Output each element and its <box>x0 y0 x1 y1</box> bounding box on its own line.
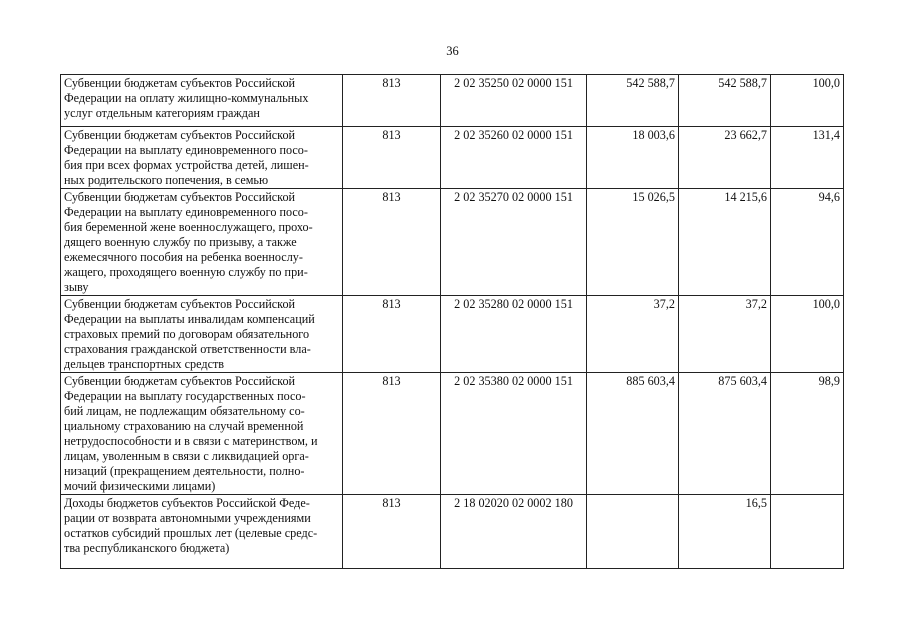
planned-amount-cell <box>587 495 679 569</box>
description-line: ежемесячного пособия на ребенка военнослу- <box>64 250 303 264</box>
description-line: Федерации на оплату жилищно-коммунальных <box>64 91 309 105</box>
description-line: низаций (прекращением деятельности, полно- <box>64 464 305 478</box>
administrator-code-cell: 813 <box>343 189 441 296</box>
administrator-code-cell: 813 <box>343 373 441 495</box>
description-line: Доходы бюджетов субъектов Российской Феде- <box>64 496 310 510</box>
description-line: рации от возврата автономными учреждениями <box>64 511 311 525</box>
budget-classification-code-cell: 2 02 35260 02 0000 151 <box>441 127 587 189</box>
description-line: страхования гражданской ответственности вла- <box>64 342 311 356</box>
table-row <box>61 75 844 127</box>
description-line: лицам, уволенным в связи с ликвидацией орга- <box>64 449 309 463</box>
planned-amount-cell: 885 603,4 <box>587 373 679 495</box>
planned-amount-cell: 15 026,5 <box>587 189 679 296</box>
revenue-description-cell <box>61 189 343 296</box>
description-line: Федерации на выплату единовременного посо- <box>64 143 308 157</box>
description-line: услуг отдельным категориям граждан <box>64 106 260 120</box>
administrator-code-cell: 813 <box>343 296 441 373</box>
administrator-code-cell: 813 <box>343 75 441 127</box>
budget-classification-code-cell: 2 02 35270 02 0000 151 <box>441 189 587 296</box>
actual-amount-cell: 16,5 <box>679 495 771 569</box>
actual-amount-cell: 542 588,7 <box>679 75 771 127</box>
description-line: бия при всех формах устройства детей, лишен- <box>64 158 309 172</box>
revenue-description-cell <box>61 296 343 373</box>
execution-percent-cell: 131,4 <box>771 127 844 189</box>
description-line: нетрудоспособности и в связи с материнством, и <box>64 434 318 448</box>
budget-classification-code-cell: 2 02 35380 02 0000 151 <box>441 373 587 495</box>
description-line: циальному страхованию на случай временной <box>64 419 304 433</box>
actual-amount-cell: 37,2 <box>679 296 771 373</box>
planned-amount-cell: 18 003,6 <box>587 127 679 189</box>
description-line: Субвенции бюджетам субъектов Российской <box>64 76 296 90</box>
actual-amount-cell: 23 662,7 <box>679 127 771 189</box>
description-line: Субвенции бюджетам субъектов Российской <box>64 297 296 311</box>
actual-amount-cell: 875 603,4 <box>679 373 771 495</box>
administrator-code-cell: 813 <box>343 495 441 569</box>
revenue-description-cell <box>61 495 343 569</box>
execution-percent-cell: 98,9 <box>771 373 844 495</box>
execution-percent-cell: 100,0 <box>771 75 844 127</box>
execution-percent-cell: 94,6 <box>771 189 844 296</box>
description-line: остатков субсидий прошлых лет (целевые средс- <box>64 526 318 540</box>
description-line: Федерации на выплаты инвалидам компенсаций <box>64 312 315 326</box>
planned-amount-cell: 37,2 <box>587 296 679 373</box>
budget-classification-code-cell: 2 02 35280 02 0000 151 <box>441 296 587 373</box>
budget-revenue-table <box>60 74 844 569</box>
revenue-description-cell <box>61 75 343 127</box>
description-line: бий лицам, не подлежащим обязательному со- <box>64 404 305 418</box>
description-line: Субвенции бюджетам субъектов Российской <box>64 190 296 204</box>
execution-percent-cell <box>771 495 844 569</box>
description-line: дящего военную службу по призыву, а также <box>64 235 297 249</box>
revenue-description-cell <box>61 373 343 495</box>
table-row <box>61 127 844 189</box>
description-line: ных родительского попечения, в семью <box>64 173 269 187</box>
table-row <box>61 296 844 373</box>
description-line: тва республиканского бюджета) <box>64 541 230 555</box>
actual-amount-cell: 14 215,6 <box>679 189 771 296</box>
execution-percent-cell: 100,0 <box>771 296 844 373</box>
table-row <box>61 189 844 296</box>
budget-classification-code-cell: 2 02 35250 02 0000 151 <box>441 75 587 127</box>
description-line: Субвенции бюджетам субъектов Российской <box>64 374 296 388</box>
description-line: бия беременной жене военнослужащего, прохо- <box>64 220 313 234</box>
description-line: Субвенции бюджетам субъектов Российской <box>64 128 296 142</box>
description-line: Федерации на выплату единовременного посо- <box>64 205 308 219</box>
revenue-description-cell <box>61 127 343 189</box>
budget-classification-code-cell: 2 18 02020 02 0002 180 <box>441 495 587 569</box>
description-line: страховых премий по договорам обязательного <box>64 327 310 341</box>
page-number: 36 <box>446 44 459 58</box>
description-line: Федерации на выплату государственных посо- <box>64 389 306 403</box>
description-line: дельцев транспортных средств <box>64 357 225 371</box>
description-line: зыву <box>64 280 89 294</box>
description-line: мочий физическими лицами) <box>64 479 216 493</box>
table-row <box>61 373 844 495</box>
administrator-code-cell: 813 <box>343 127 441 189</box>
planned-amount-cell: 542 588,7 <box>587 75 679 127</box>
table-row <box>61 495 844 569</box>
description-line: жащего, проходящего военную службу по при- <box>64 265 308 279</box>
table-body <box>61 75 844 569</box>
